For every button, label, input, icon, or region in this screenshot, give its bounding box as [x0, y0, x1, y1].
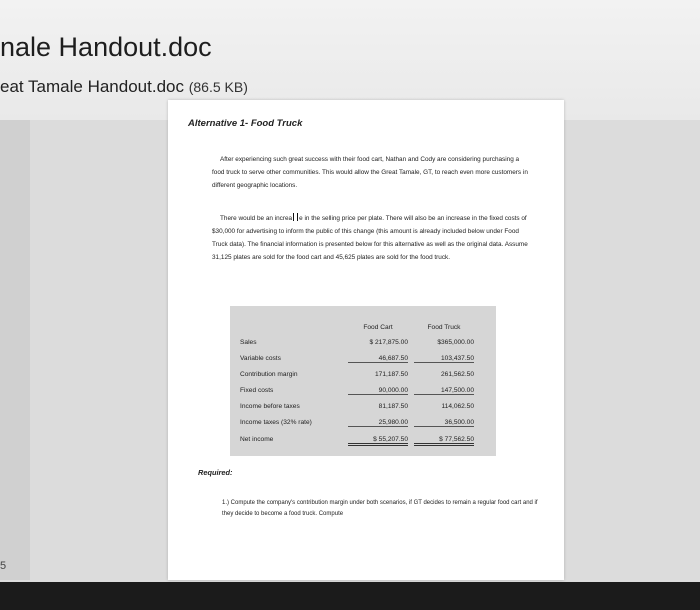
- cell-variable-costs-truck: 103,437.50: [414, 355, 474, 363]
- bottom-bezel: [0, 582, 700, 610]
- row-label-contribution-margin: Contribution margin: [240, 371, 298, 378]
- cell-net-income-cart: $ 55,207.50: [348, 436, 408, 446]
- cell-contribution-margin-cart: 171,187.50: [374, 371, 408, 378]
- row-label-income-before-taxes: Income before taxes: [240, 403, 300, 410]
- row-label-net-income: Net income: [240, 436, 274, 443]
- cell-sales-truck: $365,000.00: [437, 339, 474, 346]
- cell-contribution-margin-truck: 261,562.50: [440, 371, 474, 378]
- document-page[interactable]: [168, 100, 564, 580]
- document-filename[interactable]: [0, 77, 248, 97]
- row-label-sales: Sales: [240, 339, 257, 346]
- cell-fixed-costs-truck: 147,500.00: [414, 387, 474, 395]
- required-heading: Required:: [198, 468, 233, 477]
- cell-variable-costs-cart: 46,687.50: [348, 355, 408, 363]
- row-label-fixed-costs: Fixed costs: [240, 387, 274, 394]
- paragraph-details-part2: e in the selling price per plate. There will also be an increase in the fixed costs of $30,000 for advertising to inform the public of this change (this amount is already included below under Food Truck data). The financial information is presented below for this alternative as well as the original data. Assume 31,125 plates are sold for the food cart and 45,625 plates are sold for the food truck.: [212, 215, 528, 261]
- col-header-food-cart: Food Cart: [363, 324, 393, 331]
- cell-fixed-costs-cart: 90,000.00: [348, 387, 408, 395]
- file-size: (86.5 KB): [188, 79, 248, 95]
- cell-net-income-truck: $ 77,562.50: [414, 436, 474, 446]
- col-header-food-truck: Food Truck: [427, 324, 461, 331]
- financial-table: [230, 306, 496, 456]
- paragraph-intro: After experiencing such great success with their food cart, Nathan and Cody are considering purchasing a food truck to serve other communities. This would allow the Great Tamale, GT, to reach even more customers in different geographic locations.: [212, 156, 528, 189]
- row-label-income-taxes: Income taxes (32% rate): [240, 419, 312, 426]
- row-label-variable-costs: Variable costs: [240, 355, 281, 362]
- cell-sales-cart: $ 217,875.00: [369, 339, 408, 346]
- cell-income-taxes-truck: 36,500.00: [414, 419, 474, 427]
- sidebar-strip: [0, 120, 30, 580]
- text-cursor-icon: [293, 213, 298, 221]
- filename-text: eat Tamale Handout.doc: [0, 77, 184, 96]
- cell-income-before-taxes-truck: 114,062.50: [441, 403, 474, 410]
- page-number: 5: [0, 560, 7, 572]
- paragraph-details-part1: There would be an increa: [220, 215, 293, 222]
- section-title: Alternative 1- Food Truck: [188, 118, 303, 129]
- paragraph-details: [212, 212, 532, 264]
- document-title: nale Handout.doc: [0, 32, 212, 62]
- cell-income-before-taxes-cart: 81,187.50: [378, 403, 408, 410]
- cell-income-taxes-cart: 25,980.00: [348, 419, 408, 427]
- question-1: 1.) Compute the company's contribution margin under both scenarios, if GT decides to remain a regular food cart and if they decide to become a food truck. Compute: [222, 500, 538, 517]
